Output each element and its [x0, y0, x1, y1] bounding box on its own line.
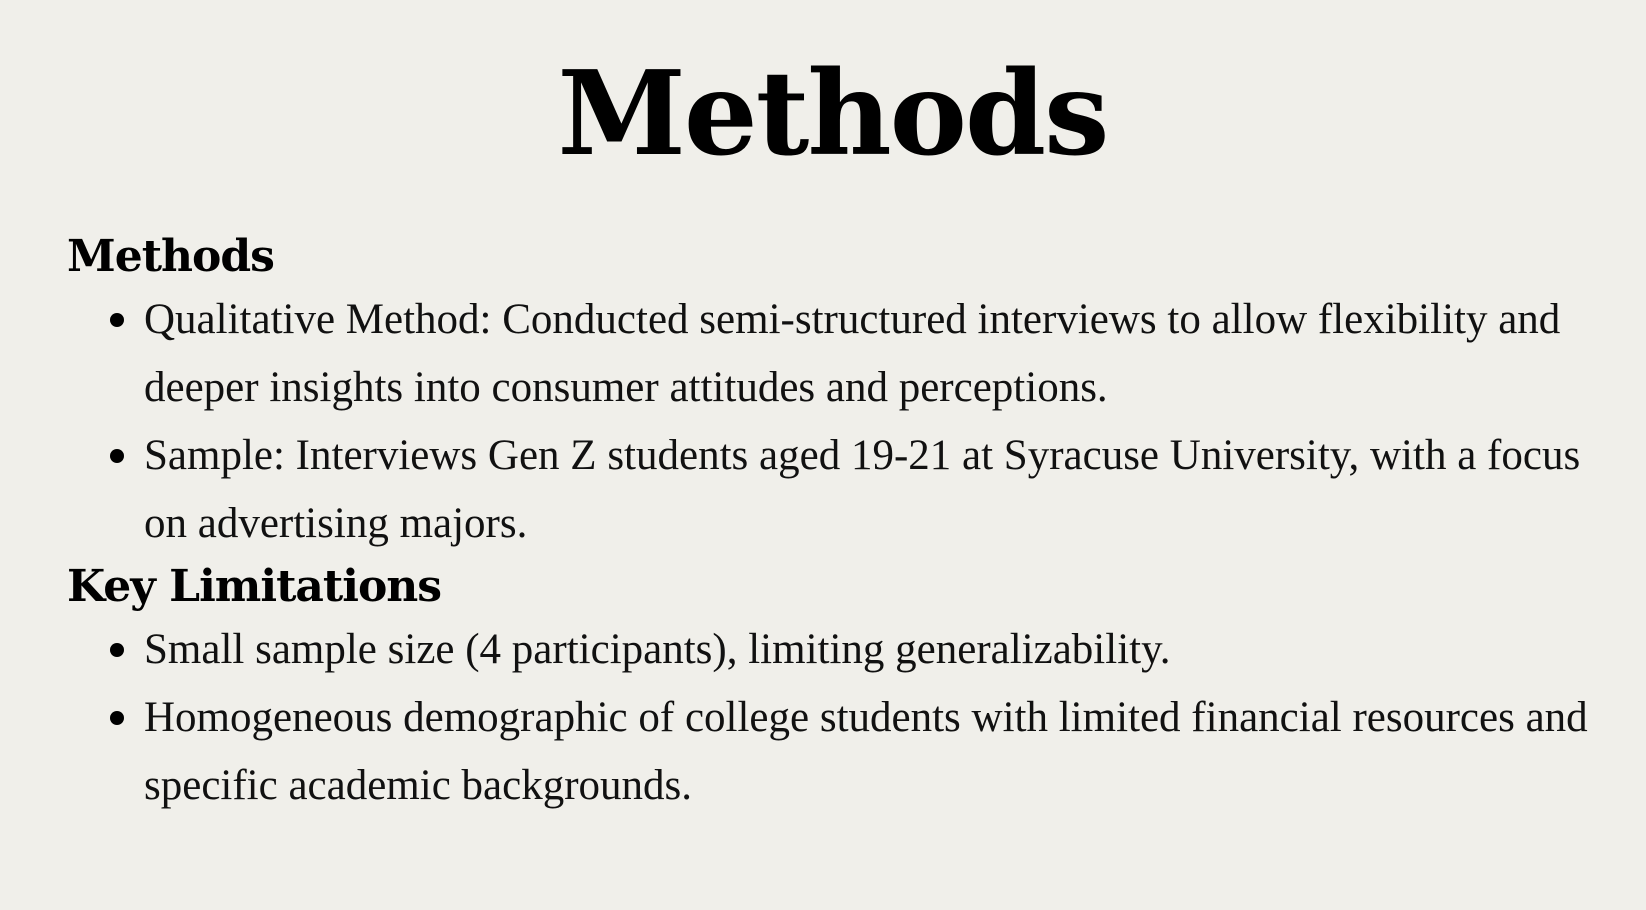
slide-title: Methods — [557, 46, 1108, 182]
bullet-text: Sample: Interviews Gen Z students aged 19-21 at Syracuse University, with a focus on advertising majors. — [144, 432, 1581, 548]
limitations-bullet-list — [67, 616, 1598, 820]
section-heading-methods: Methods — [67, 231, 274, 283]
bullet-homogeneous-demographic — [144, 684, 1598, 820]
bullet-dot-icon — [110, 313, 124, 327]
bullet-dot-icon — [110, 643, 124, 657]
bullet-sample — [144, 422, 1598, 558]
methods-bullet-list — [67, 286, 1598, 558]
bullet-dot-icon — [110, 711, 124, 725]
bullet-dot-icon — [110, 449, 124, 463]
bullet-text: Qualitative Method: Conducted semi-structured interviews to allow flexibility and deeper insights into consumer attitudes and perceptions. — [144, 296, 1561, 412]
section-heading-key-limitations: Key Limitations — [67, 561, 442, 613]
bullet-qualitative-method — [144, 286, 1598, 422]
bullet-text: Homogeneous demographic of college students with limited financial resources and specific academic backgrounds. — [144, 693, 1588, 809]
bullet-small-sample-size — [144, 616, 1598, 684]
bullet-text: Small sample size (4 participants), limiting generalizability. — [144, 625, 1171, 673]
